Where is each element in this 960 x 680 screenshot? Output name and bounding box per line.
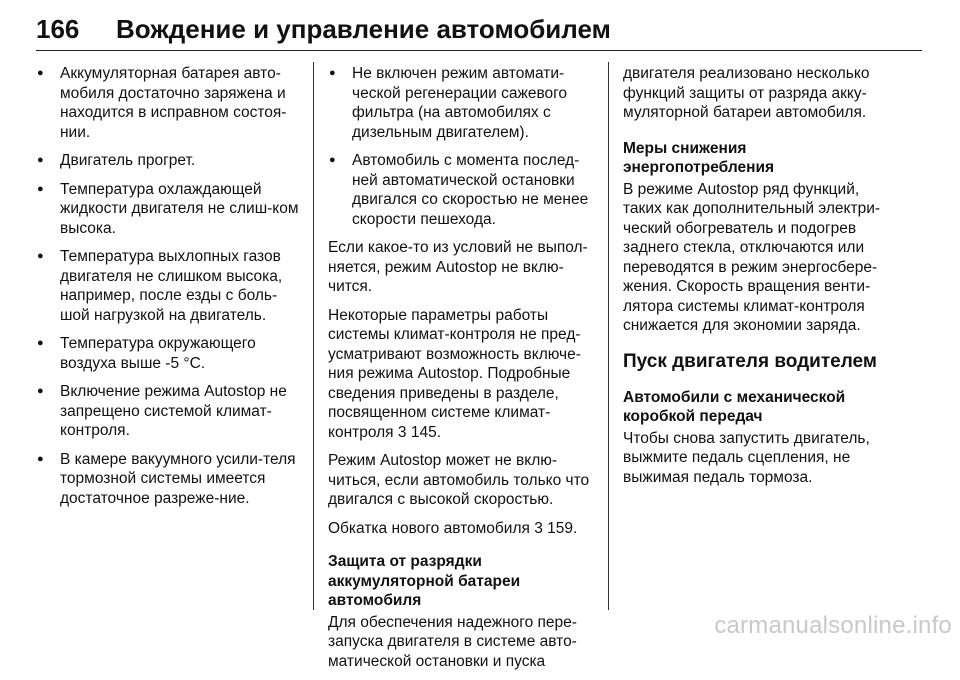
list-item: ● В камере вакуумного усили-теля тормозной системы имеется достаточное разреже-ние. (36, 450, 300, 509)
page-number: 166 (36, 14, 80, 44)
paragraph-text: Обкатка нового автомобиля (328, 519, 530, 537)
subheading: Защита от разрядки аккумуляторной батареи автомобиля (328, 553, 521, 609)
list-item: ● Двигатель прогрет. (36, 151, 300, 171)
paragraph: Если какое-то из условий не выпол-няется, режим Autostop не вклю-чится. (328, 239, 588, 295)
paragraph: В режиме Autostop ряд функций, таких как дополнительный электри-ческий обогреватель и подогрев заднего стекла, отключаются или переводятся в режим энергосбере-жения. Скорость вращения венти-лятора системы климат-контроля снижается для экономии заряда. (623, 180, 881, 334)
column-divider-2 (608, 62, 609, 610)
page-reference-link[interactable]: 159. (547, 519, 578, 537)
list-item: ● Температура окружающего воздуха выше -5 °C. (36, 334, 300, 373)
paragraph: Режим Autostop может не вклю-читься, если автомобиль только что двигался с высокой скоростью. (328, 452, 590, 508)
paragraph: Чтобы снова запустить двигатель, выжмите педаль сцепления, не выжимая педаль тормоза. (623, 429, 870, 486)
subheading: Автомобили с механической коробкой передач (623, 388, 846, 425)
column-3 (623, 64, 893, 496)
list-item: ● Температура выхлопных газов двигателя не слишком высока, например, после езды с боль-шой нагрузкой на двигатель. (36, 247, 300, 325)
paragraph-text: Некоторые параметры работы системы климат-контроля не пред-усматривают возможность включе-ния режима Autostop. Подробные сведения приведены в разделе, посвященном системе климат-контроля (328, 306, 581, 441)
subheading: Меры снижения энергопотребления (623, 139, 775, 176)
list-item: ● Температура охлаждающей жидкости двигателя не слиш-ком высока. (36, 180, 300, 239)
paragraph (328, 306, 594, 443)
list-item: ● Аккумуляторная батарея авто-мобиля достаточно заряжена и находится в исправном состоя-нии. (36, 64, 300, 142)
header-rule (36, 50, 922, 51)
page-reference-arrow-icon: 3 (534, 519, 543, 537)
page-reference-link[interactable]: 145. (410, 423, 441, 441)
section-heading: Пуск двигателя водителем (623, 350, 877, 372)
column-1 (36, 64, 300, 517)
list-item: ● Автомобиль с момента послед-ней автоматической остановки двигался со скоростью не менее скорости пешехода. (328, 151, 594, 229)
paragraph (328, 519, 594, 539)
list-item: ● Включение режима Autostop не запрещено системой климат-контроля. (36, 382, 300, 441)
page-header (36, 14, 926, 54)
watermark: carmanualsonline.info (714, 612, 952, 639)
column-2 (328, 64, 594, 680)
list-item: ● Не включен режим автомати-ческой регенерации сажевого фильтра (на автомобилях с дизельным двигателем). (328, 64, 594, 142)
page-title: Вождение и управление автомобилем (116, 14, 611, 44)
page-reference-arrow-icon: 3 (397, 423, 407, 441)
column-divider-1 (313, 62, 314, 610)
paragraph: Для обеспечения надежного пере-запуска двигателя в системе авто-матической остановки и пуска (328, 613, 577, 670)
paragraph: двигателя реализовано несколько функций защиты от разряда акку-муляторной батареи автомобиля. (623, 65, 870, 121)
